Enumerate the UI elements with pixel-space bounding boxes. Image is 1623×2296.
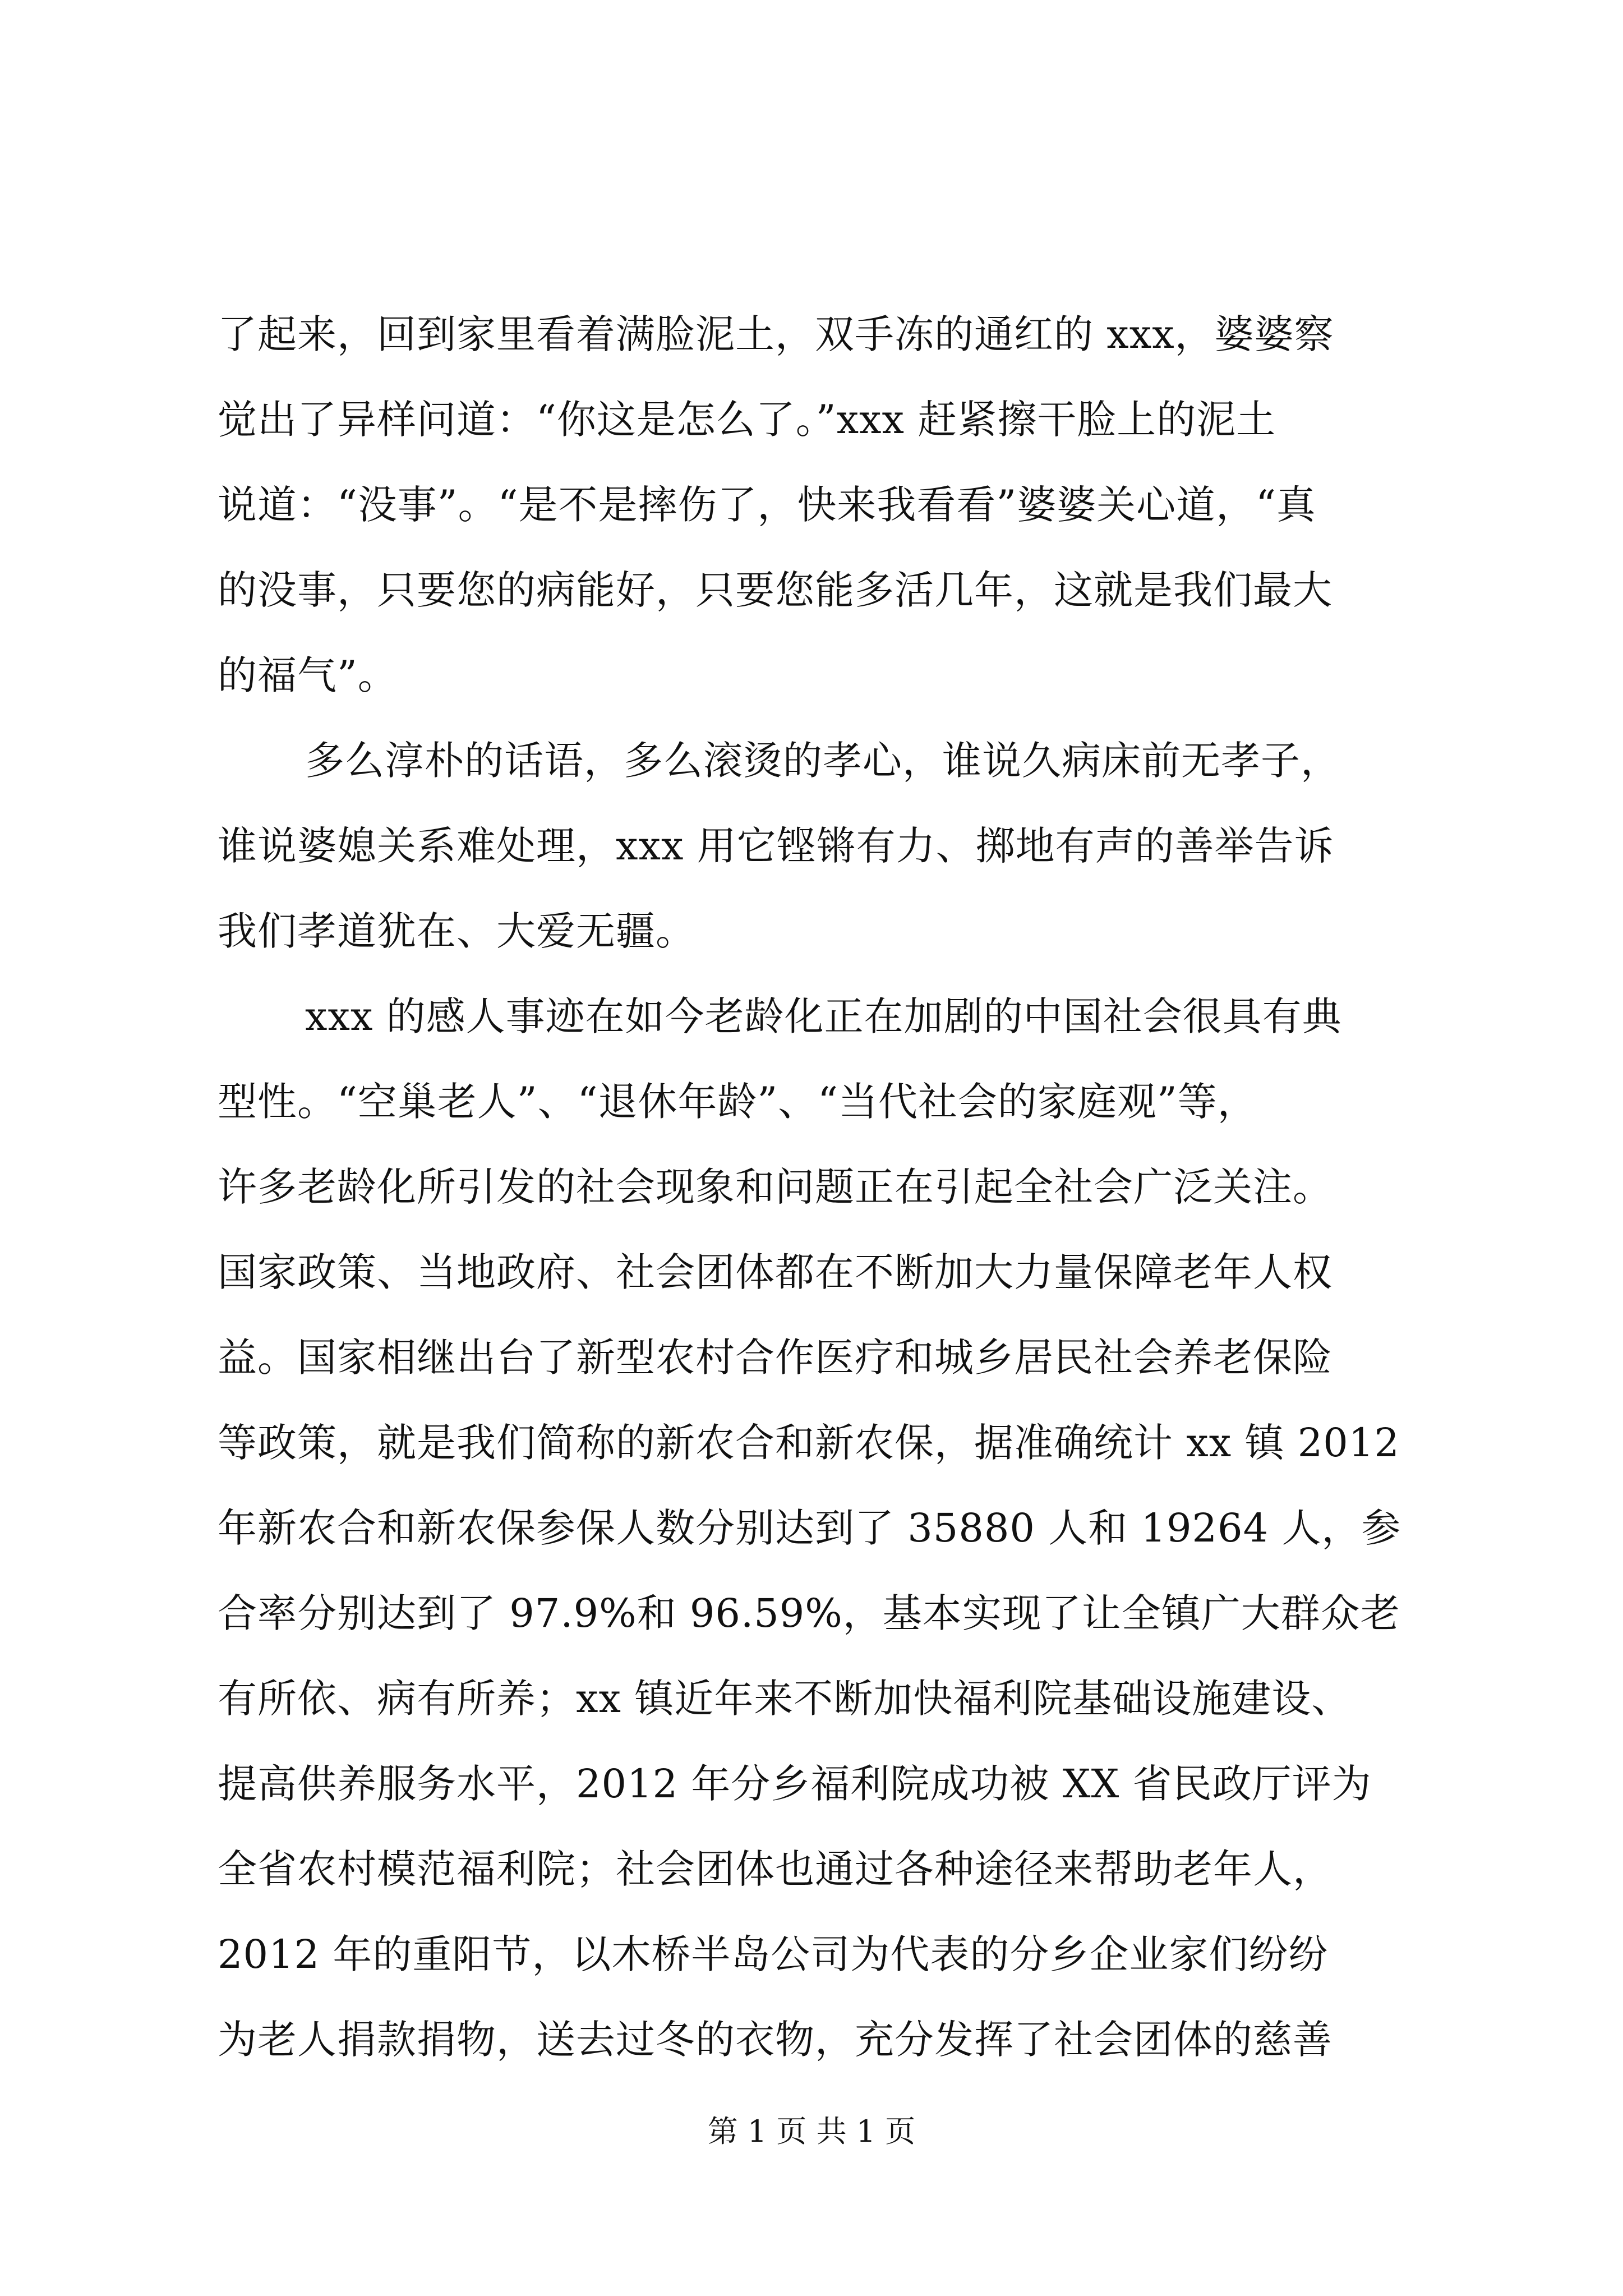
text-line: 说道：“没事”。“是不是摔伤了，快来我看看”婆婆关心道，“真	[218, 482, 1316, 528]
text-line: 觉出了异样问道：“你这是怎么了。”xxx 赶紧擦干脸上的泥土	[218, 397, 1276, 443]
page-number-footer: 第 1 页 共 1 页	[707, 2114, 916, 2149]
text-line: 的福气”。	[218, 652, 398, 698]
text-line: 为老人捐款捐物，送去过冬的衣物，充分发挥了社会团体的慈善	[218, 2017, 1332, 2063]
text-line: 许多老龄化所引发的社会现象和问题正在引起全社会广泛关注。	[218, 1164, 1332, 1210]
paragraph-start-line: 多么淳朴的话语，多么滚烫的孝心，谁说久病床前无孝子，	[305, 738, 1340, 784]
text-line: 了起来，回到家里看着满脸泥土，双手冻的通红的 xxx，婆婆察	[218, 311, 1334, 357]
text-line: 型性。“空巢老人”、“退休年龄”、“当代社会的家庭观”等，	[218, 1079, 1257, 1125]
text-line: 有所依、病有所养；xx 镇近年来不断加快福利院基础设施建设、	[218, 1676, 1352, 1722]
text-line: 2012 年的重阳节，以木桥半岛公司为代表的分乡企业家们纷纷	[218, 1931, 1329, 1977]
text-line: 国家政策、当地政府、社会团体都在不断加大力量保障老年人权	[218, 1249, 1332, 1295]
text-line: 全省农村模范福利院；社会团体也通过各种途径来帮助老年人，	[218, 1846, 1332, 1892]
text-line: 年新农合和新农保参保人数分别达到了 35880 人和 19264 人，参	[218, 1505, 1401, 1551]
text-line: 我们孝道犹在、大爱无疆。	[218, 908, 695, 954]
text-line: 合率分别达到了 97.9%和 96.59%，基本实现了让全镇广大群众老	[218, 1590, 1400, 1636]
text-line: 的没事，只要您的病能好，只要您能多活几年，这就是我们最大	[218, 567, 1332, 613]
text-line: 谁说婆媳关系难处理，xxx 用它铿锵有力、掷地有声的善举告诉	[218, 823, 1334, 869]
body-text	[218, 292, 1423, 2082]
paragraph-start-line: xxx 的感人事迹在如今老龄化正在加剧的中国社会很具有典	[305, 993, 1342, 1039]
text-line: 益。国家相继出台了新型农村合作医疗和城乡居民社会养老保险	[218, 1335, 1332, 1381]
text-line: 等政策，就是我们简称的新农合和新农保，据准确统计 xx 镇 2012	[218, 1420, 1400, 1466]
text-line: 提高供养服务水平，2012 年分乡福利院成功被 XX 省民政厅评为	[218, 1761, 1372, 1807]
